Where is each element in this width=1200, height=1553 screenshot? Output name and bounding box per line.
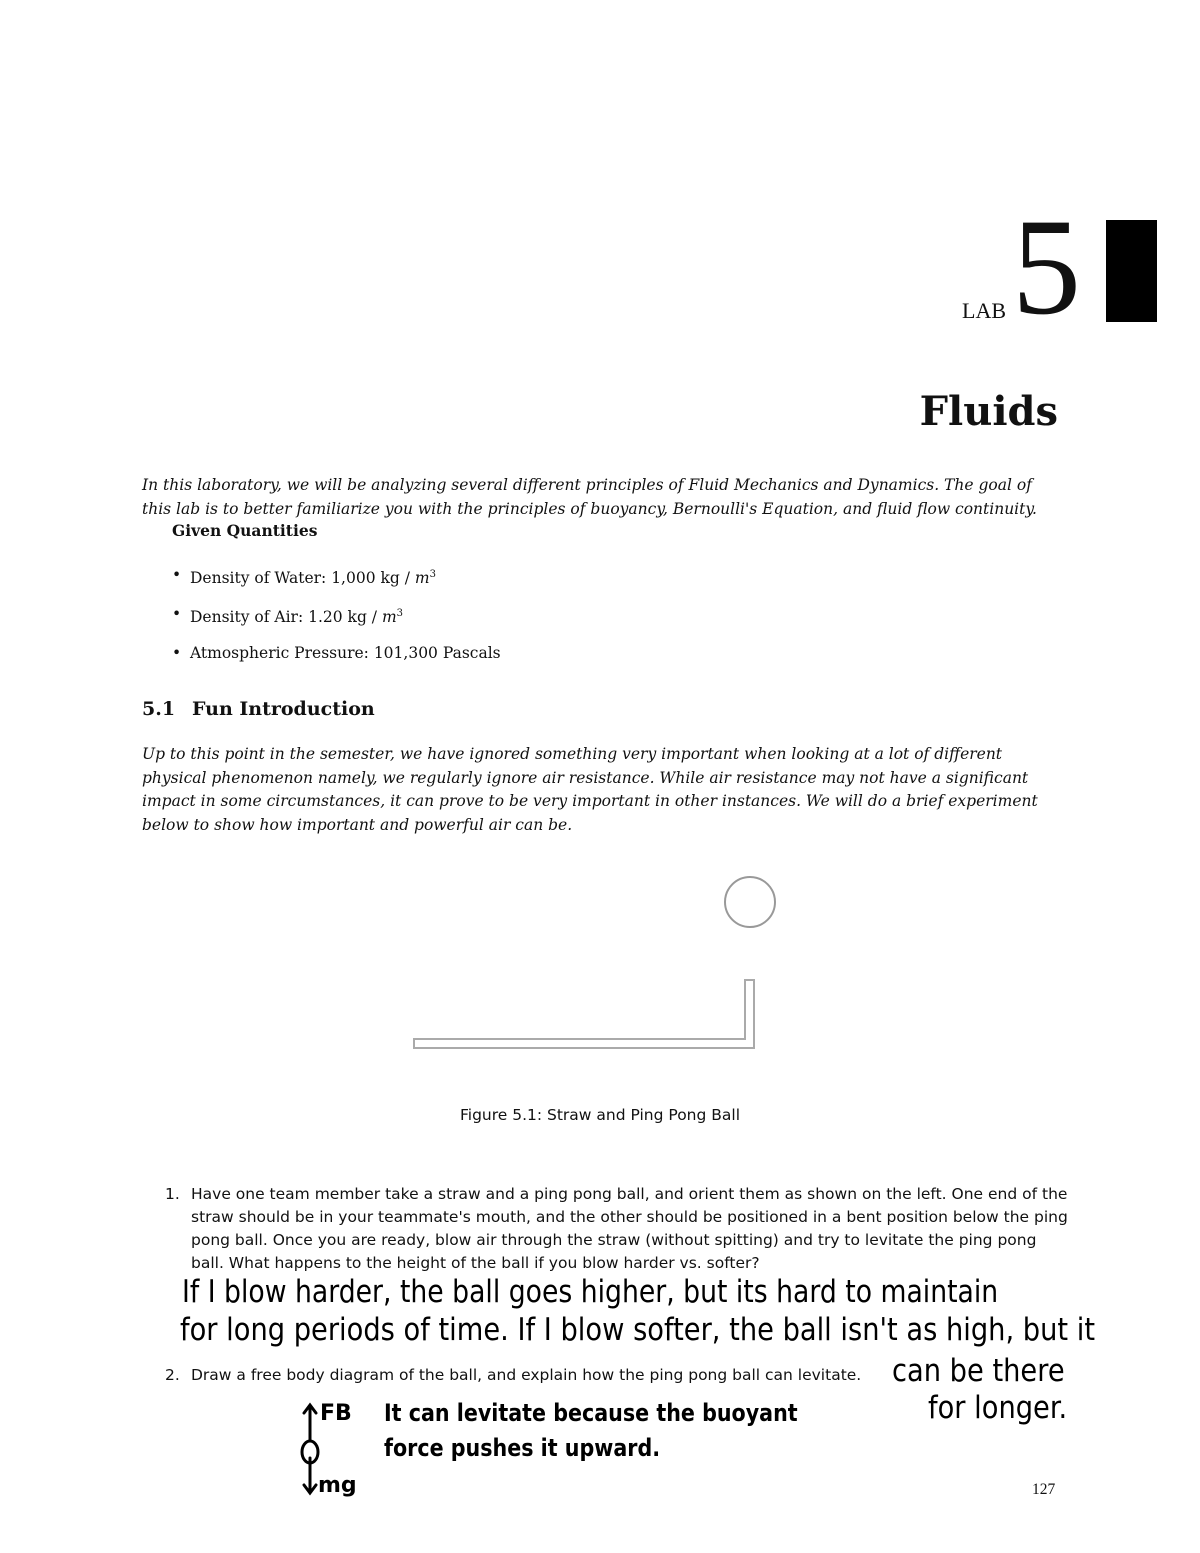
handwritten-answer-line: If I blow harder, the ball goes higher, but its hard to maintain — [182, 1274, 999, 1310]
bullet-icon: • — [172, 644, 182, 662]
straw-icon — [414, 980, 754, 1048]
fbd-weight-label: mg — [318, 1473, 357, 1498]
given-quantities-list — [172, 563, 772, 680]
section-title: Fun Introduction — [192, 698, 375, 720]
list-item — [172, 641, 772, 680]
free-body-diagram — [296, 1400, 376, 1500]
ping-pong-ball-icon — [725, 877, 775, 927]
question-text: Have one team member take a straw and a ping pong ball, and orient them as shown on the left. One end of the straw should be in your teammate's mouth, and the other should be positioned in a bent position below the ping pong ball. Once you are ready, blow air through the straw (without spitting) and try to levitate the ping pong ball. What happens to the height of the ball if you blow harder vs. softer? — [191, 1185, 1068, 1272]
given-item-exponent: 3 — [396, 608, 404, 619]
given-item-label: Atmospheric Pressure: 101,300 Pascals — [190, 644, 501, 662]
lab-label: LAB — [962, 298, 1006, 323]
figure-caption: Figure 5.1: Straw and Ping Pong Ball — [459, 1106, 741, 1124]
handwritten-answer-line: It can levitate because the buoyant — [384, 1399, 798, 1427]
question-number: 2. — [165, 1366, 180, 1384]
given-item-exponent: 3 — [429, 569, 436, 580]
lab-number: 5 — [1012, 190, 1081, 343]
straw-ping-pong-figure — [400, 868, 800, 1068]
section-paragraph: Up to this point in the semester, we have ignored something very important when looking at a lot of different physical phenomenon namely, we regularly ignore air resistance. While air resistance may not have a significant impact in some circumstances, it can prove to be very important in other instances. We will do a brief experiment below to show how important and powerful air can be. — [142, 745, 1038, 834]
page-number: 127 — [1032, 1481, 1056, 1498]
handwritten-answer-line: for longer. — [928, 1390, 1068, 1426]
given-item-label: Density of Water: 1,000 kg / — [190, 569, 410, 588]
chapter-title: Fluids — [919, 388, 1058, 435]
question-number: 1. — [165, 1185, 180, 1203]
bullet-icon: • — [172, 566, 182, 584]
handwritten-answer-line: force pushes it upward. — [384, 1434, 661, 1462]
bullet-icon: • — [172, 605, 182, 623]
question-text: Draw a free body diagram of the ball, and explain how the ping pong ball can levitate. — [191, 1366, 862, 1384]
given-item-unit: m — [381, 608, 397, 627]
question-1 — [165, 1183, 1070, 1275]
given-quantities-heading: Given Quantities — [172, 521, 318, 540]
list-item — [172, 602, 772, 641]
list-item — [172, 563, 772, 602]
handwritten-answer-line: can be there — [892, 1353, 1065, 1389]
given-item-label: Density of Air: 1.20 kg / — [190, 608, 378, 627]
handwritten-answer-line: for long periods of time. If I blow softer, the ball isn't as high, but it — [180, 1312, 1096, 1348]
given-item-unit: m — [414, 569, 430, 588]
intro-paragraph: In this laboratory, we will be analyzing several different principles of Fluid Mechanics and Dynamics. The goal of this lab is to better familiarize you with the principles of buoyancy, Bernoulli's Equation, and fluid flow continuity. — [142, 476, 1037, 518]
fbd-buoyant-label: FB — [320, 1401, 352, 1426]
chapter-marker-bar — [1106, 220, 1157, 322]
section-number: 5.1 — [142, 698, 176, 720]
